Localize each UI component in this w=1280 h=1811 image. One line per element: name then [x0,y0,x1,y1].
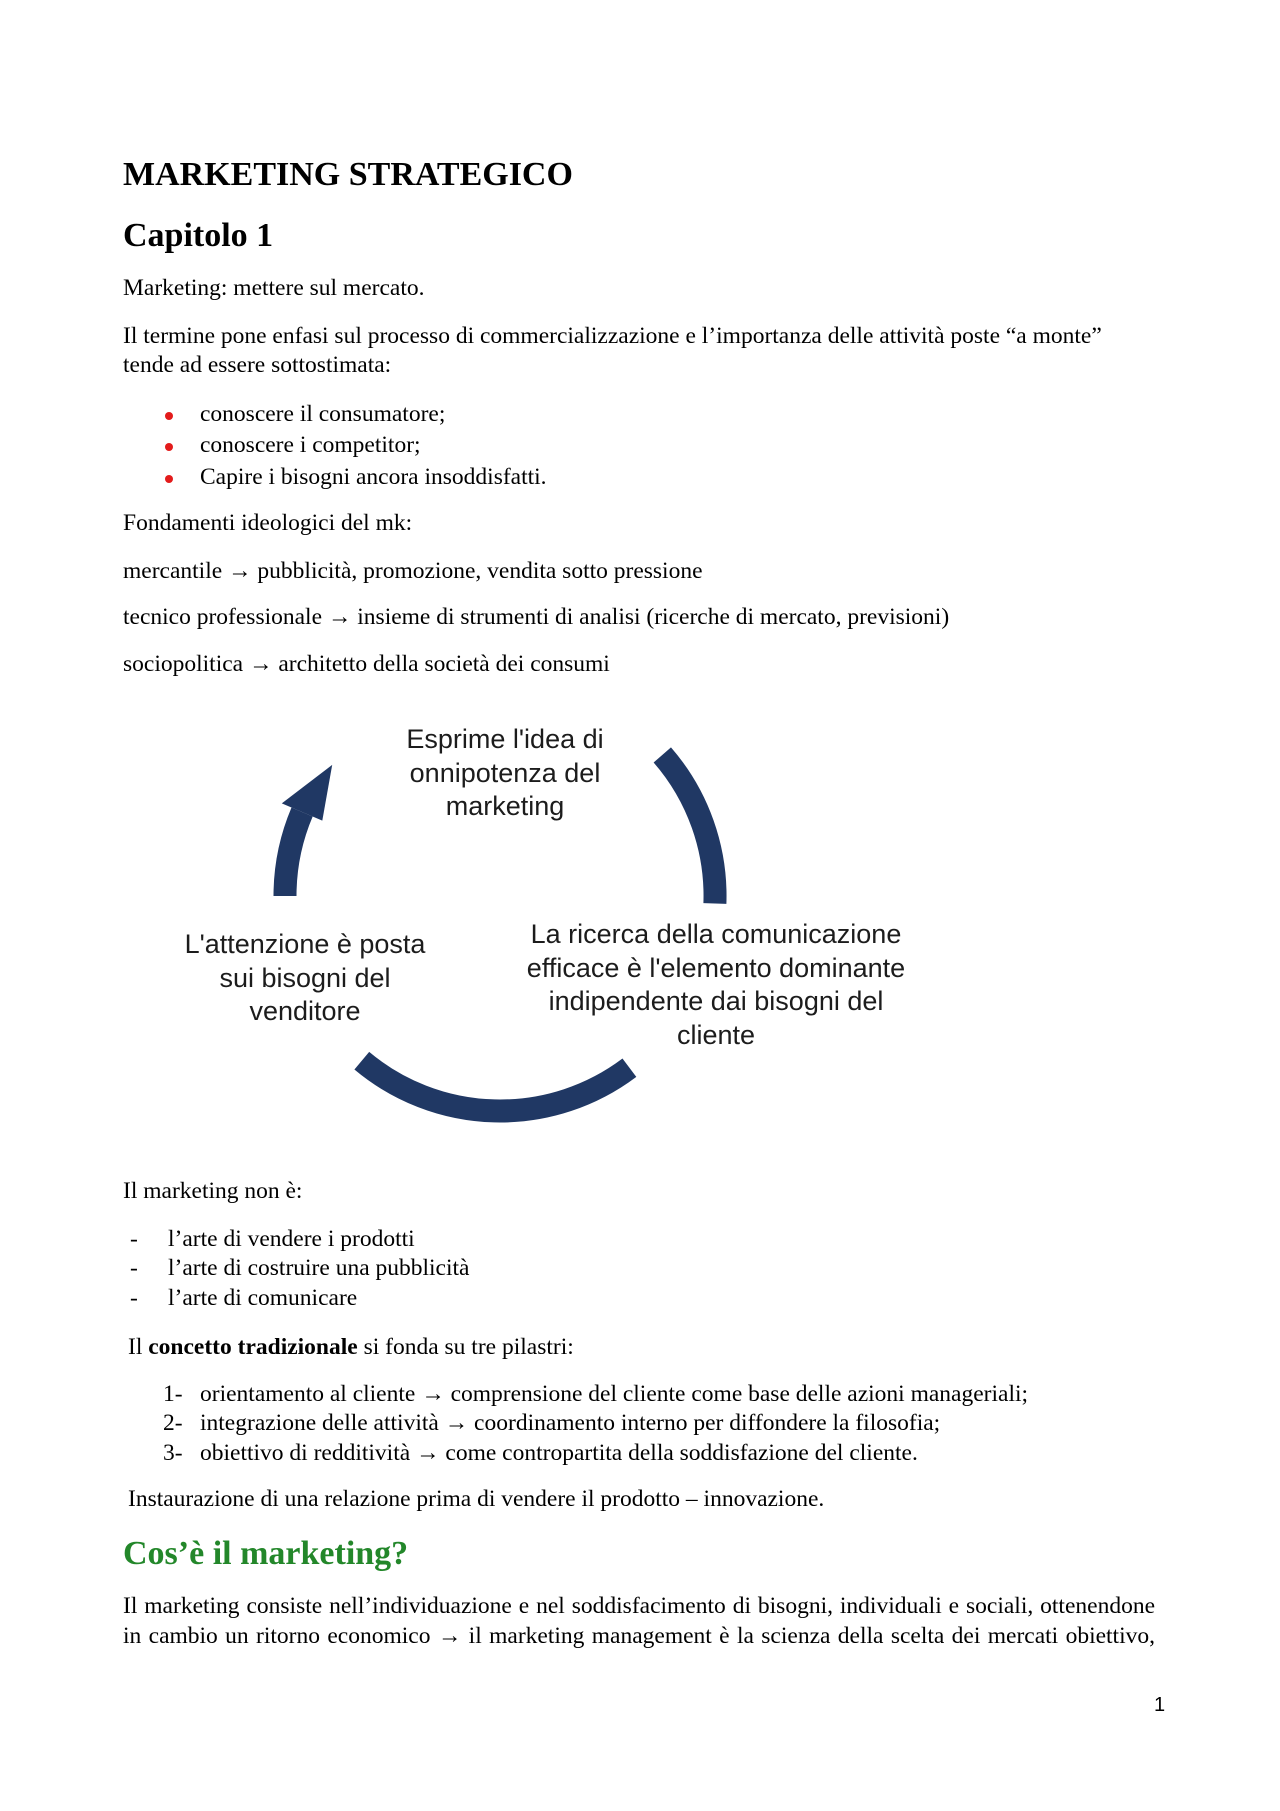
numbered-item-text: obiettivo di redditività → come contropartita della soddisfazione del cliente. [200,1440,918,1466]
relationship-text: Instaurazione di una relazione prima di vendere il prodotto – innovazione. [128,1486,825,1512]
traditional-pre: Il [128,1334,149,1360]
traditional-post: si fonda su tre pilastri: [357,1334,574,1360]
list-item-text: Capire i bisogni ancora insoddisfatti. [200,464,547,490]
numbered-item [0,1439,1280,1468]
intro-line: Il termine pone enfasi sul processo di commercializzazione e l’importanza delle attività poste “a monte” [123,323,1102,349]
intro-line: tende ad essere sottostimata: [123,352,392,378]
bullet-icon [164,411,174,421]
list-item [0,463,1280,492]
list-item [0,431,1280,460]
section-heading: Cos’è il marketing? [123,1535,409,1572]
section-paragraph-line: in cambio un ritorno economico → il marketing management è la scienza della scelta dei mercati obiettivo, [123,1623,1155,1649]
item-number: 1- [163,1381,183,1407]
diagram-label-right [466,918,966,1052]
traditional-bold: concetto tradizionale [148,1334,358,1360]
traditional-concept-line [128,1333,574,1362]
numbered-item [0,1380,1280,1409]
diagram-label-line: marketing [445,791,565,821]
cycle-arrow-bottom [362,1061,630,1111]
diagram-label-line: efficace è l'elemento dominante [526,952,906,983]
diagram-label-line: cliente [676,1019,756,1050]
item-number: 3- [163,1440,183,1466]
list-item [0,1254,1280,1283]
foundations-heading: Fondamenti ideologici del mk: [123,510,413,536]
diagram-label-line: venditore [249,996,361,1026]
definition-text: Marketing: mettere sul mercato. [123,275,425,301]
diagram-label-line: Esprime l'idea di [406,724,604,754]
diagram-label-left [105,928,505,1029]
list-item-text: conoscere il consumatore; [200,401,446,427]
list-item [0,1284,1280,1313]
foundation-item: sociopolitica → architetto della società dei consumi [123,651,610,677]
foundation-item: mercantile → pubblicità, promozione, vendita sotto pressione [123,558,703,584]
not-marketing-heading: Il marketing non è: [123,1178,303,1204]
list-item-text: l’arte di comunicare [168,1285,358,1311]
list-item-text: l’arte di vendere i prodotti [168,1226,415,1252]
dash-marker: - [130,1285,138,1311]
foundation-item: tecnico professionale → insieme di strumenti di analisi (ricerche di mercato, previsioni) [123,604,950,630]
bullet-icon [164,474,174,484]
numbered-item-text: orientamento al cliente → comprensione del cliente come base delle azioni manageriali; [200,1381,1029,1407]
list-item [0,1225,1280,1254]
cycle-arrow-left [285,812,302,896]
diagram-label-line: L'attenzione è posta [184,929,426,959]
numbered-item-text: integrazione delle attività → coordinamento interno per diffondere la filosofia; [200,1410,941,1436]
diagram-label-line: onnipotenza del [409,757,601,788]
chapter-heading: Capitolo 1 [123,217,274,254]
page-number: 1 [1154,1694,1166,1716]
list-item [0,400,1280,429]
dash-marker: - [130,1226,138,1252]
document-title: MARKETING STRATEGICO [123,156,573,193]
bullet-icon [164,442,174,452]
diagram-label-line: indipendente dai bisogni del [548,986,884,1016]
diagram-label-line: sui bisogni del [219,962,391,993]
diagram-label-top [255,723,755,824]
item-number: 2- [163,1410,183,1436]
dash-marker: - [130,1255,138,1281]
list-item-text: conoscere i competitor; [200,432,421,458]
diagram-label-line: La ricerca della comunicazione [530,919,902,949]
numbered-item [0,1409,1280,1438]
section-paragraph-line: Il marketing consiste nell’individuazione e nel soddisfacimento di bisogni, individuali e sociali, ottenendone [123,1593,1155,1619]
list-item-text: l’arte di costruire una pubblicità [168,1255,470,1281]
